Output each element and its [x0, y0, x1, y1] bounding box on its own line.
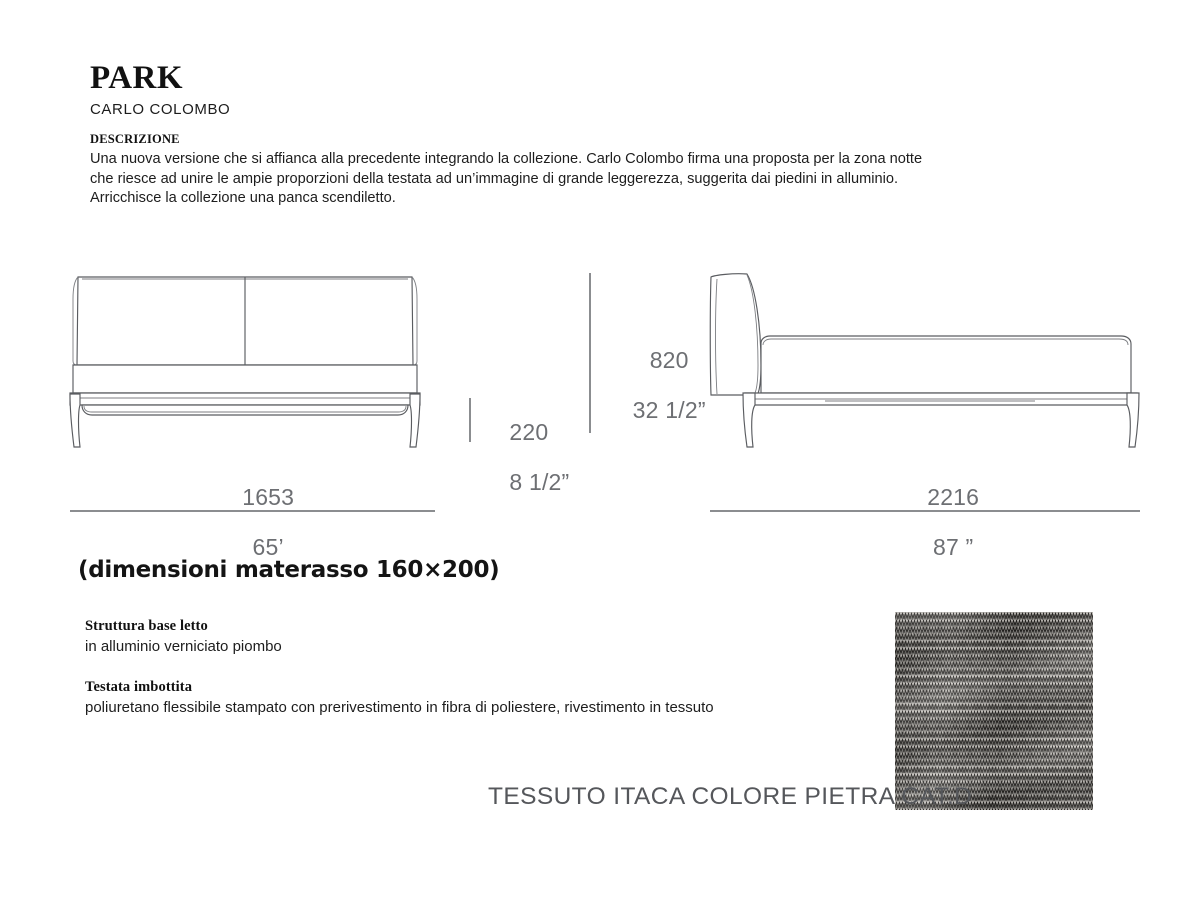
description-heading: DESCRIZIONE: [90, 132, 180, 146]
bed-side-elevation-drawing: [705, 265, 1165, 455]
side-height-mm: 820: [649, 347, 689, 373]
technical-drawings: [0, 255, 1204, 560]
materials-list: [85, 618, 875, 740]
side-total-height-value: [598, 323, 714, 448]
front-base-height-dimension-line: [469, 398, 471, 442]
fabric-weave-texture: [895, 612, 1093, 810]
side-height-dimension-line: [589, 273, 591, 433]
bed-front-elevation-drawing: [60, 265, 460, 455]
mattress-dimensions-note: (dimensioni materasso 160×200): [78, 557, 500, 583]
front-width-mm: 1653: [242, 484, 295, 510]
product-header: [90, 62, 990, 209]
side-height-in: 32 1/2”: [632, 397, 706, 423]
side-view-baseline: [710, 510, 1140, 512]
front-width-in: 65’: [252, 534, 284, 560]
front-base-height-mm: 220: [509, 419, 549, 445]
material-description: poliuretano flessibile stampato con prerivestimento in fibra di poliestere, rivestimento in tessuto: [85, 699, 714, 716]
fabric-swatch-caption: TESSUTO ITACA COLORE PIETRA CAT.D: [488, 783, 973, 810]
material-title: Struttura base letto: [85, 618, 208, 634]
material-item: [85, 679, 875, 718]
description-text: Una nuova versione che si affianca alla precedente integrando la collezione. Carlo Colombo firma una proposta per la zona notte che riesce ad unire le ampie proporzioni della testata ad un’immagine di grande leggerezza, suggerita dai piedini in alluminio. Arricchisce la collezione una panca scendiletto.: [90, 151, 923, 206]
front-view-baseline: [70, 510, 435, 512]
side-length-value: [845, 460, 1035, 585]
front-base-height-value: [483, 395, 569, 520]
designer-name: CARLO COLOMBO: [90, 101, 231, 118]
side-length-mm: 2216: [927, 484, 980, 510]
material-description: in alluminio verniciato piombo: [85, 638, 282, 655]
fabric-swatch: [895, 612, 1093, 810]
side-length-in: 87 ”: [932, 534, 974, 560]
front-base-height-in: 8 1/2”: [509, 469, 570, 495]
page-title: PARK: [90, 60, 184, 96]
material-title: Testata imbottita: [85, 679, 193, 695]
material-item: [85, 618, 875, 657]
